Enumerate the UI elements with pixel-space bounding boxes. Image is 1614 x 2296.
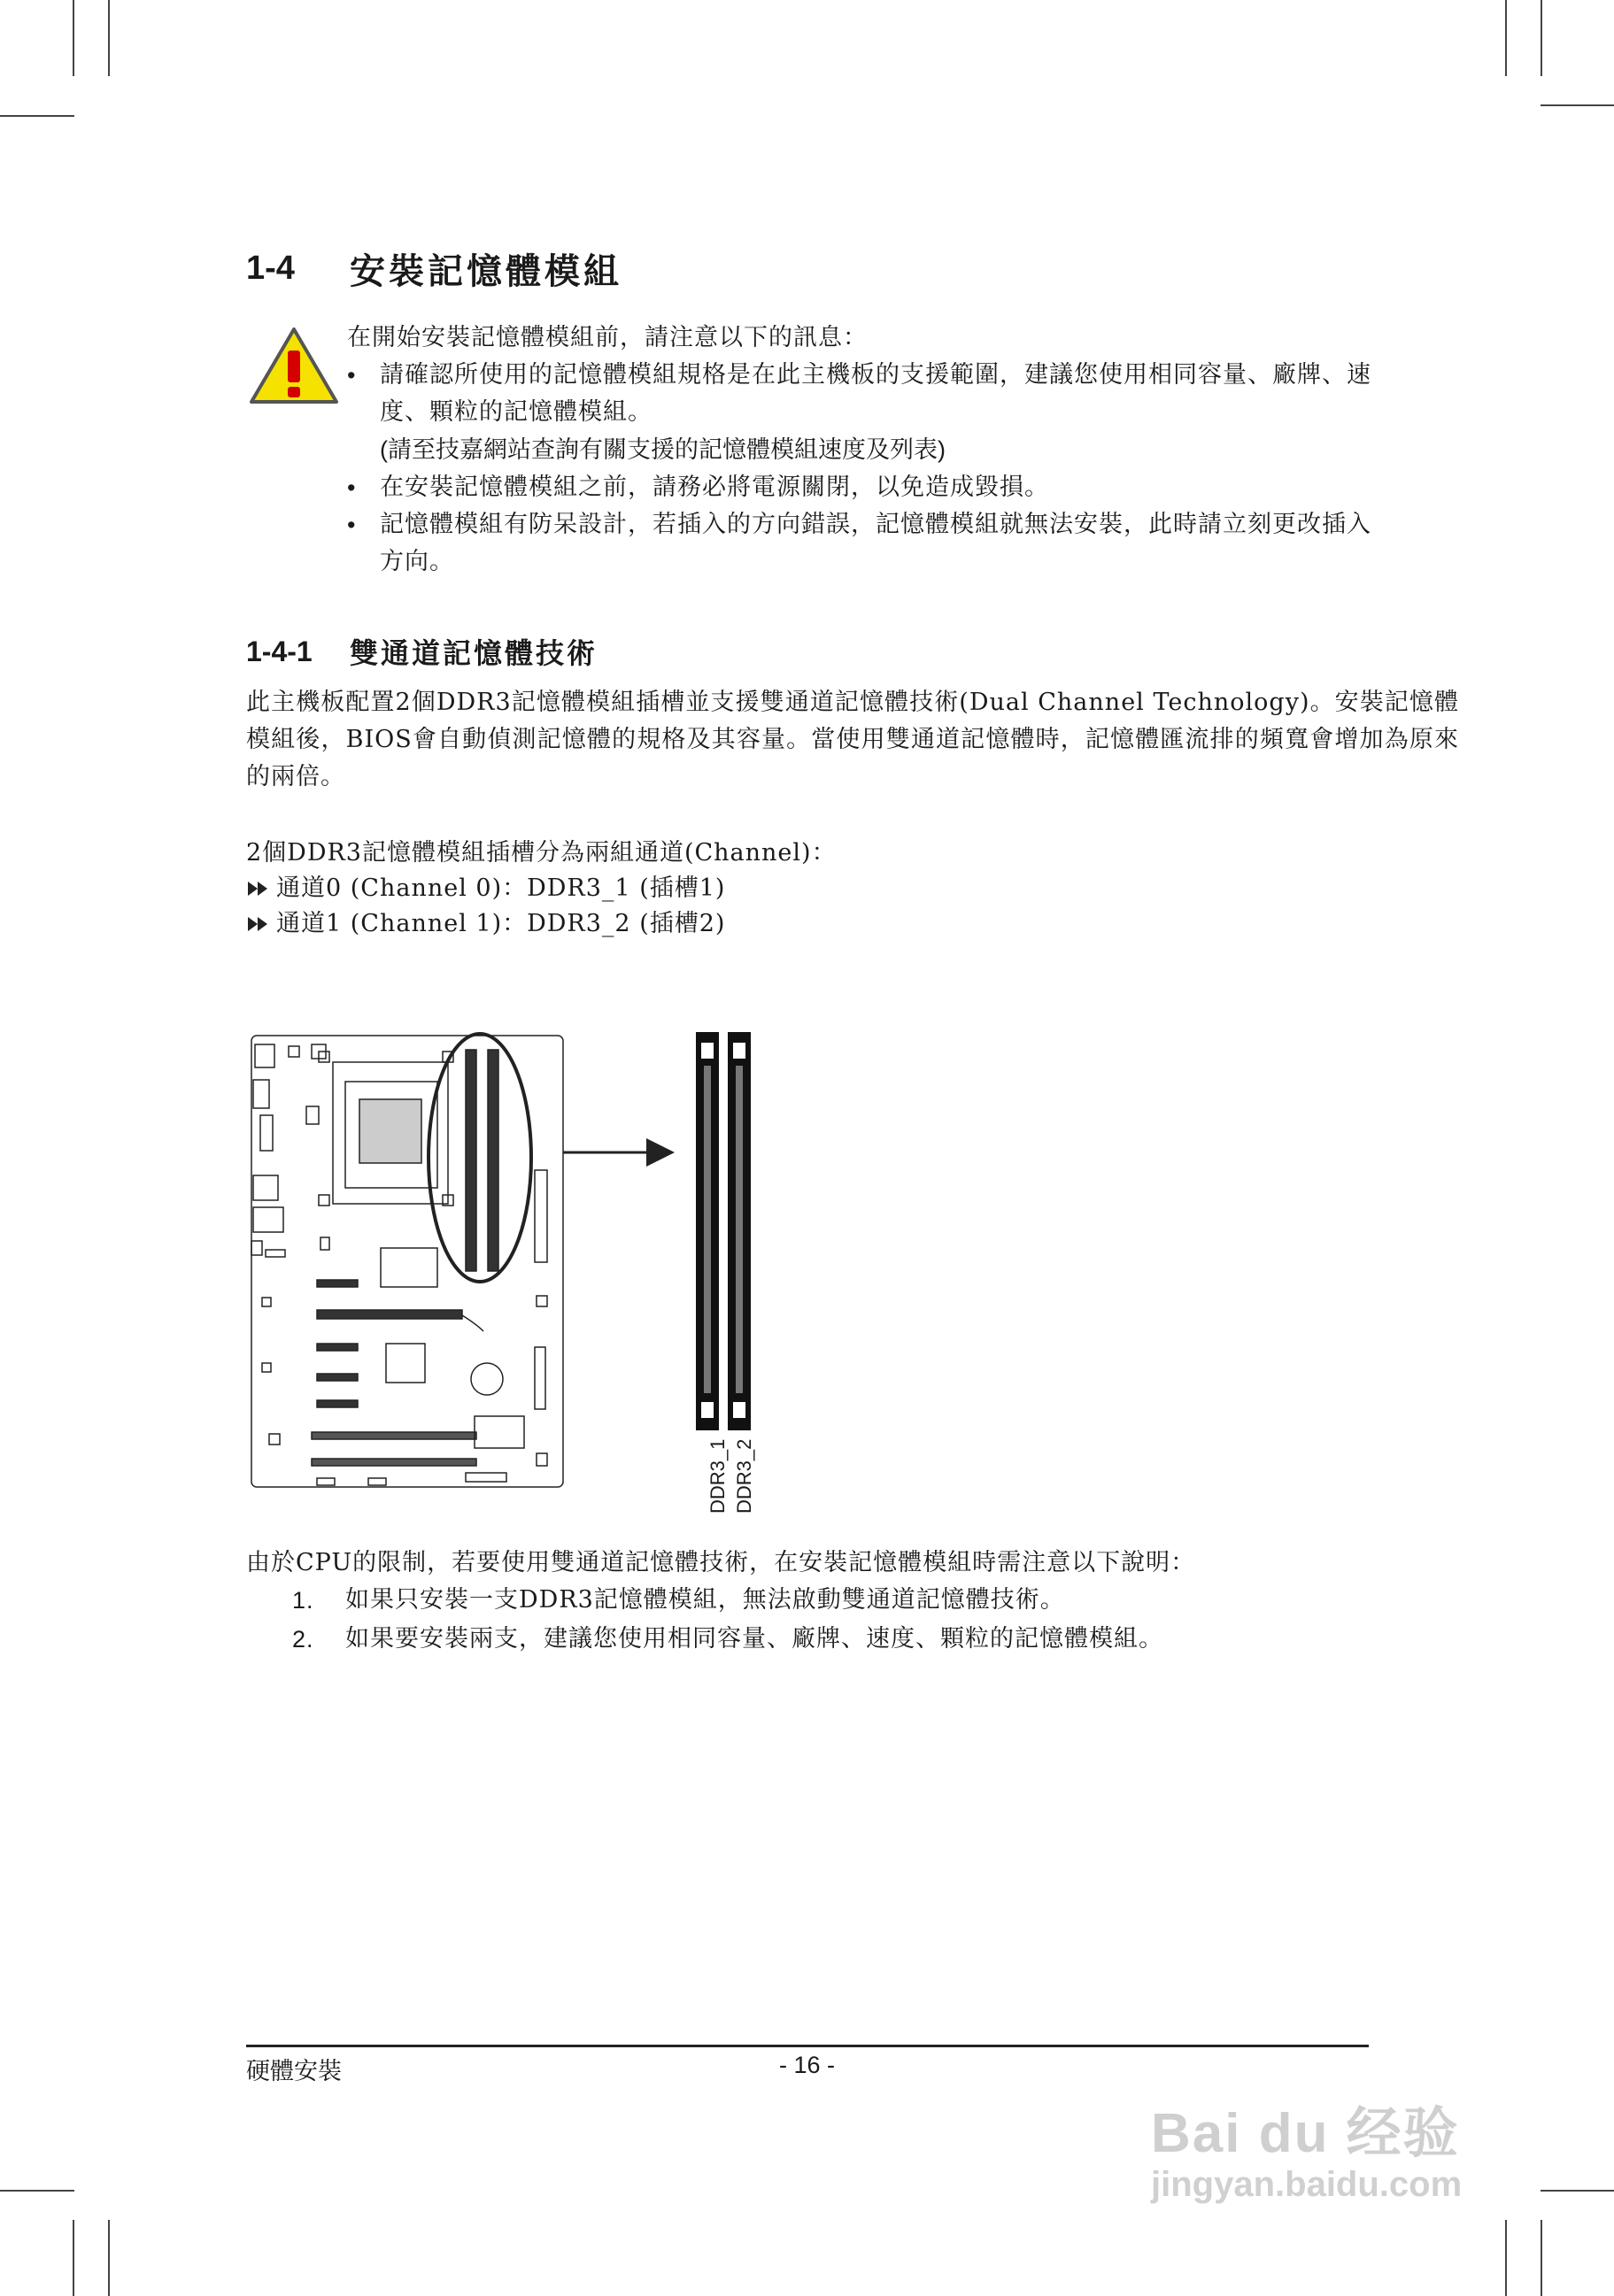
crop-mark (108, 2220, 110, 2296)
double-arrow-icon (246, 914, 271, 934)
crop-mark (73, 2220, 74, 2296)
caution-notes (347, 320, 1374, 581)
ddr3-slot (728, 1032, 751, 1430)
caution-item: • 記憶體模組有防呆設計，若插入的方向錯誤，記憶體模組就無法安裝，此時請立刻更改插入方向。 (347, 506, 1374, 581)
channel-item: 通道1 (Channel 1)：DDR3_2 (插槽2) (246, 906, 837, 942)
section-number: 1-4 (246, 249, 295, 287)
footer-rule (246, 2045, 1369, 2047)
section-heading (246, 246, 622, 290)
channel-list (246, 836, 837, 942)
limitations-intro: 由於CPU的限制，若要使用雙通道記憶體技術，在安裝記憶體模組時需注意以下說明： (246, 1549, 1196, 1576)
channel-item: 通道0 (Channel 0)：DDR3_1 (插槽1) (246, 871, 837, 906)
double-arrow-icon (246, 879, 271, 898)
slot-label: DDR3_2 (733, 1438, 755, 1514)
limitations-item: 1. 如果只安裝一支DDR3記憶體模組，無法啟動雙通道記憶體技術。 (292, 1582, 1065, 1619)
caution-item: • 在安裝記憶體模組之前，請務必將電源關閉，以免造成毀損。 (347, 469, 1374, 506)
crop-mark (1541, 2190, 1614, 2192)
crop-mark (0, 2190, 74, 2192)
caution-intro: 在開始安裝記憶體模組前，請注意以下的訊息： (347, 324, 868, 351)
crop-mark (1505, 0, 1507, 76)
ddr3-slot (696, 1032, 719, 1430)
crop-mark (73, 0, 74, 76)
caution-item-note: (請至技嘉網站查詢有關支援的記憶體模組速度及列表) (380, 436, 946, 463)
footer-left: 硬體安裝 (246, 2058, 342, 2085)
crop-mark (1541, 2220, 1542, 2296)
crop-mark (1505, 2220, 1507, 2296)
warning-icon (248, 326, 340, 405)
caution-item: • 請確認所使用的記憶體模組規格是在此主機板的支援範圍，建議您使用相同容量、廠牌、速度、顆粒的記憶體模組。 (請至技嘉網站查詢有關支援的記憶體模組速度及列表) (347, 357, 1374, 469)
limitations-item: 2. 如果要安裝兩支，建議您使用相同容量、廠牌、速度、顆粒的記憶體模組。 (292, 1621, 1163, 1658)
slot-label: DDR3_1 (707, 1438, 729, 1514)
subsection-title: 雙通道記憶體技術 (350, 636, 598, 670)
channel-heading: 2個DDR3記憶體模組插槽分為兩組通道(Channel)： (246, 839, 837, 867)
ddr3-slots-diagram (694, 1030, 756, 1432)
watermark-logo: Bai du 经验 (1151, 2103, 1460, 2164)
crop-mark (108, 0, 110, 76)
crop-mark (0, 115, 74, 117)
pointer-arrow-icon (563, 1133, 678, 1172)
motherboard-diagram (244, 1018, 572, 1496)
subsection-number: 1-4-1 (246, 635, 313, 667)
section-title: 安裝記憶體模組 (350, 250, 622, 292)
intro-paragraph: 此主機板配置2個DDR3記憶體模組插槽並支援雙通道記憶體技術(Dual Channel Technology)。安裝記憶體模組後，BIOS會自動偵測記憶體的規格及其容量。當使用雙通道記憶體時，記憶體匯流排的頻寬會增加為原來的兩倍。 (246, 689, 1459, 790)
watermark-url: jingyan.baidu.com (1151, 2165, 1463, 2204)
subsection-heading (246, 632, 598, 671)
page-number: - 16 - (779, 2052, 836, 2078)
crop-mark (1541, 0, 1542, 76)
crop-mark (1541, 104, 1614, 106)
list-number: 2. (292, 1626, 314, 1653)
list-number: 1. (292, 1587, 314, 1614)
